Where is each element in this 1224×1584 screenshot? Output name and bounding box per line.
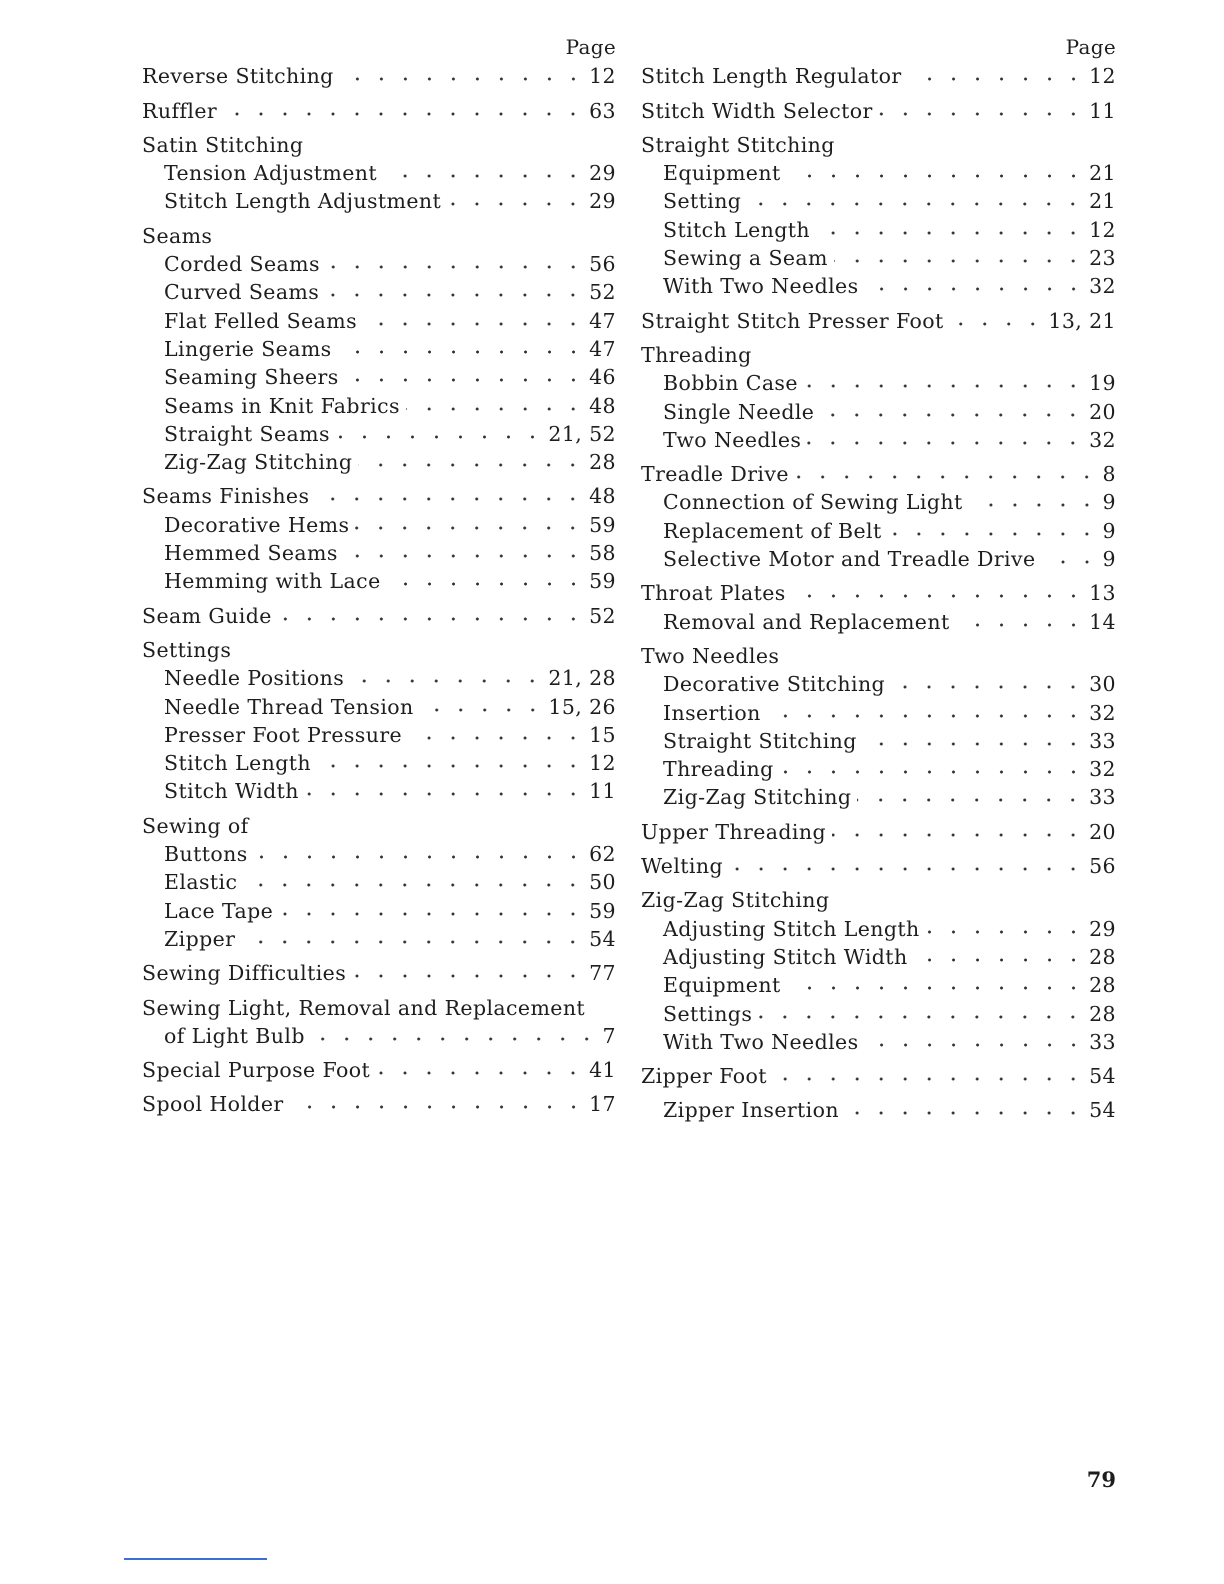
entry-label: Zipper Insertion: [663, 1098, 839, 1123]
entry-label: Lace Tape: [164, 898, 274, 923]
index-entry: [641, 641, 1116, 669]
index-entry: [142, 992, 616, 1020]
entry-page: 54: [1089, 1098, 1116, 1123]
dot-leader: [340, 75, 585, 83]
index-entry: [641, 459, 1116, 487]
index-entry: [142, 810, 616, 838]
entry-label: Equipment: [663, 973, 781, 998]
entry-label: Straight Stitch Presser Foot: [641, 308, 944, 333]
dot-leader: [241, 938, 585, 946]
dot-leader: [747, 200, 1085, 208]
entry-page: 32: [1089, 274, 1116, 299]
entry-label: Stitch Length: [663, 217, 810, 242]
entry-page: 58: [589, 541, 616, 566]
entry-page: 48: [589, 484, 616, 509]
dot-leader: [865, 285, 1086, 293]
dot-leader: [787, 172, 1086, 180]
entry-page: 9: [1102, 490, 1116, 515]
entry-label: Single Needle: [663, 399, 815, 424]
dot-leader: [888, 530, 1099, 538]
entry-label: Hemmed Seams: [164, 541, 338, 566]
entry-label: Selective Motor and Treadle Drive: [663, 547, 1036, 572]
index-entry: [641, 1061, 1116, 1089]
entry-label: Lingerie Seams: [164, 336, 332, 361]
index-subentry: [641, 913, 1116, 941]
entry-label: Flat Felled Seams: [164, 308, 358, 333]
index-subentry: [641, 243, 1116, 271]
entry-page: 48: [589, 393, 616, 418]
dot-leader: [795, 473, 1099, 481]
index-subentry: [142, 720, 616, 748]
index-subentry: [142, 663, 616, 691]
entry-page: 41: [589, 1058, 616, 1083]
dot-leader: [279, 910, 585, 918]
index-subentry: [142, 509, 616, 537]
entry-page: 15, 26: [548, 694, 616, 719]
entry-page: 33: [1089, 728, 1116, 753]
entry-label: Reverse Stitching: [142, 64, 334, 89]
index-entry: [641, 578, 1116, 606]
dot-leader: [845, 1109, 1085, 1117]
entry-page: 9: [1102, 547, 1116, 572]
index-subentry: [641, 396, 1116, 424]
index-subentry: [641, 271, 1116, 299]
entry-page: 63: [589, 98, 616, 123]
entry-label: Zipper: [164, 926, 236, 951]
index-subentry: [641, 186, 1116, 214]
page-column-header: Page: [565, 35, 616, 59]
entry-label: Straight Stitching: [641, 132, 835, 157]
entry-page: 13, 21: [1048, 308, 1116, 333]
entry-page: 28: [589, 450, 616, 475]
entry-label: Satin Stitching: [142, 132, 304, 157]
dot-leader: [243, 881, 585, 889]
index-subentry: [142, 362, 616, 390]
index-entry: [641, 816, 1116, 844]
entry-label: Seaming Sheers: [164, 365, 339, 390]
dot-leader: [383, 172, 585, 180]
entry-page: 11: [589, 779, 616, 804]
entry-page: 77: [589, 961, 616, 986]
page-column-header: Page: [1065, 35, 1116, 59]
entry-label: Decorative Hems: [164, 512, 350, 537]
dot-leader: [834, 257, 1085, 265]
index-subentry: [142, 748, 616, 776]
entry-page: 32: [1089, 700, 1116, 725]
index-subentry: [142, 158, 616, 186]
entry-label: Insertion: [663, 700, 761, 725]
index-subentry: [641, 998, 1116, 1026]
entry-label: Adjusting Stitch Length: [663, 916, 920, 941]
entry-page: 7: [602, 1023, 616, 1048]
index-subentry: [641, 697, 1116, 725]
index-subentry: [142, 334, 616, 362]
index-subentry: [142, 538, 616, 566]
index-subentry: [641, 970, 1116, 998]
index-subentry: [142, 867, 616, 895]
entry-label: Curved Seams: [164, 280, 320, 305]
entry-label: Seam Guide: [142, 603, 272, 628]
index-subentry: [641, 158, 1116, 186]
index-entry: [142, 481, 616, 509]
entry-label: Threading: [663, 757, 774, 782]
entry-page: 20: [1089, 819, 1116, 844]
index-column-right: [641, 33, 1116, 1123]
index-subentry: [641, 1095, 1116, 1123]
entry-page: 21, 52: [548, 421, 616, 446]
dot-leader: [908, 75, 1086, 83]
index-entry: [641, 61, 1116, 89]
dot-leader: [408, 734, 585, 742]
index-entry: [641, 340, 1116, 368]
dot-leader: [305, 790, 585, 798]
dot-leader: [358, 461, 585, 469]
entry-page: 33: [1089, 785, 1116, 810]
entry-page: 12: [589, 64, 616, 89]
entry-label: Zig-Zag Stitching: [164, 450, 353, 475]
entry-label: Presser Foot Pressure: [164, 722, 403, 747]
entry-label: Decorative Stitching: [663, 672, 886, 697]
entry-page: 52: [589, 603, 616, 628]
dot-leader: [315, 495, 585, 503]
index-subentry: [142, 895, 616, 923]
dot-leader: [879, 110, 1085, 118]
index-subentry: [142, 447, 616, 475]
entry-label: Sewing of: [142, 813, 249, 838]
dot-leader: [820, 411, 1085, 419]
entry-label: Settings: [142, 637, 232, 662]
entry-page: 50: [589, 870, 616, 895]
index-subentry: [142, 691, 616, 719]
index-entry: [641, 885, 1116, 913]
entry-label: of Light Bulb: [164, 1023, 305, 1048]
dot-leader: [865, 1041, 1086, 1049]
entry-page: 9: [1102, 518, 1116, 543]
dot-leader: [926, 928, 1085, 936]
entry-label: Welting: [641, 854, 724, 879]
dot-leader: [956, 621, 1086, 629]
entry-page: 15: [589, 722, 616, 747]
entry-label: Adjusting Stitch Width: [663, 944, 908, 969]
entry-label: Treadle Drive: [641, 462, 789, 487]
index-subentry: [641, 754, 1116, 782]
entry-label: Settings: [663, 1001, 753, 1026]
index-subentry: [641, 782, 1116, 810]
dot-leader: [336, 433, 544, 441]
entry-label: Ruffler: [142, 98, 218, 123]
dot-leader: [376, 1069, 585, 1077]
index-subentry: [142, 566, 616, 594]
dot-leader: [447, 200, 585, 208]
index-subentry: [142, 277, 616, 305]
bottom-rule: [124, 1558, 267, 1560]
index-entry: [641, 851, 1116, 879]
index-entry: [142, 1055, 616, 1083]
entry-page: 46: [589, 365, 616, 390]
entry-page: 59: [589, 512, 616, 537]
dot-leader: [767, 712, 1085, 720]
entry-page: 47: [589, 336, 616, 361]
index-subentry: [641, 669, 1116, 697]
entry-page: 21, 28: [548, 666, 616, 691]
entry-page: 14: [1089, 609, 1116, 634]
entry-page: 23: [1089, 246, 1116, 271]
entry-label: Setting: [663, 189, 742, 214]
dot-leader: [223, 110, 585, 118]
entry-label: Connection of Sewing Light: [663, 490, 963, 515]
dot-leader: [729, 865, 1085, 873]
dot-leader: [857, 796, 1085, 804]
dot-leader: [344, 552, 585, 560]
entry-page: 17: [589, 1092, 616, 1117]
entry-label: Stitch Width Selector: [641, 98, 873, 123]
dot-leader: [352, 972, 585, 980]
dot-leader: [1042, 558, 1099, 566]
index-entry: [142, 130, 616, 158]
entry-page: 13: [1089, 581, 1116, 606]
dot-leader: [832, 831, 1085, 839]
index-subentry: [142, 419, 616, 447]
dot-leader: [816, 229, 1085, 237]
dot-leader: [406, 405, 585, 413]
entry-page: 12: [1089, 217, 1116, 242]
dot-leader: [325, 291, 585, 299]
dot-leader: [773, 1075, 1085, 1083]
entry-page: 56: [1089, 854, 1116, 879]
entry-label: Needle Positions: [164, 666, 345, 691]
index-entries: [142, 61, 616, 1117]
entry-page: 59: [589, 569, 616, 594]
entry-label: Seams: [142, 223, 213, 248]
entry-label: Seams Finishes: [142, 484, 310, 509]
entry-page: 28: [1089, 973, 1116, 998]
entry-page: 29: [1089, 916, 1116, 941]
entry-label: Needle Thread Tension: [164, 694, 414, 719]
entry-label: With Two Needles: [663, 274, 859, 299]
dot-leader: [317, 762, 585, 770]
dot-leader: [792, 592, 1085, 600]
dot-leader: [345, 376, 585, 384]
entry-label: Corded Seams: [164, 252, 320, 277]
dot-leader: [311, 1035, 599, 1043]
entry-label: Special Purpose Foot: [142, 1058, 371, 1083]
entry-page: 8: [1102, 462, 1116, 487]
index-subentry: [142, 839, 616, 867]
dot-leader: [863, 740, 1085, 748]
dot-leader: [290, 1103, 586, 1111]
index-subentry: [641, 368, 1116, 396]
entry-page: 12: [1089, 64, 1116, 89]
index-entry: [641, 130, 1116, 158]
index-subentry: [142, 305, 616, 333]
entry-label: Elastic: [164, 870, 238, 895]
index-subentry: [641, 425, 1116, 453]
entry-label: Removal and Replacement: [663, 609, 950, 634]
dot-leader: [807, 439, 1085, 447]
entry-label: Spool Holder: [142, 1092, 284, 1117]
dot-leader: [420, 706, 545, 714]
entry-label: With Two Needles: [663, 1029, 859, 1054]
entry-page: 62: [589, 842, 616, 867]
index-entry: [641, 305, 1116, 333]
page-number: 79: [1086, 1467, 1116, 1492]
entry-page: 32: [1089, 757, 1116, 782]
entry-label: Two Needles: [641, 643, 780, 668]
entry-page: 56: [589, 252, 616, 277]
index-subentry: [641, 1027, 1116, 1055]
entry-label: Equipment: [663, 161, 781, 186]
index-entries: [641, 61, 1116, 1123]
entry-page: 20: [1089, 399, 1116, 424]
dot-leader: [278, 615, 585, 623]
index-subentry: [641, 726, 1116, 754]
entry-page: 21: [1089, 189, 1116, 214]
dot-leader: [338, 348, 586, 356]
entry-page: 52: [589, 280, 616, 305]
entry-label: Threading: [641, 342, 752, 367]
index-entry: [142, 635, 616, 663]
index-entry: [142, 95, 616, 123]
index-subentry: [641, 515, 1116, 543]
entry-page: 12: [589, 751, 616, 776]
dot-leader: [969, 501, 1099, 509]
entry-page: 29: [589, 189, 616, 214]
entry-label: Tension Adjustment: [164, 161, 378, 186]
entry-label: Zig-Zag Stitching: [641, 888, 830, 913]
dot-leader: [758, 1013, 1085, 1021]
index-subentry: [641, 942, 1116, 970]
index-entry: [142, 61, 616, 89]
entry-label: Straight Seams: [164, 421, 330, 446]
entry-label: Buttons: [164, 842, 248, 867]
index-subentry: [142, 924, 616, 952]
index-entry: [142, 1089, 616, 1117]
entry-label: Hemming with Lace: [164, 569, 381, 594]
entry-label: Upper Threading: [641, 819, 827, 844]
entry-page: 21: [1089, 161, 1116, 186]
entry-label: Zipper Foot: [641, 1064, 767, 1089]
dot-leader: [787, 984, 1086, 992]
entry-page: 47: [589, 308, 616, 333]
entry-page: 28: [1089, 1001, 1116, 1026]
entry-label: Seams in Knit Fabrics: [164, 393, 400, 418]
dot-leader: [355, 524, 585, 532]
entry-label: Stitch Length: [164, 751, 311, 776]
entry-page: 19: [1089, 371, 1116, 396]
entry-label: Bobbin Case: [663, 371, 798, 396]
index-subentry: [641, 606, 1116, 634]
entry-page: 29: [589, 161, 616, 186]
entry-label: Stitch Length Regulator: [641, 64, 902, 89]
dot-leader: [950, 320, 1045, 328]
dot-leader: [350, 677, 544, 685]
index-entry: [641, 95, 1116, 123]
entry-page: 28: [1089, 944, 1116, 969]
entry-page: 54: [1089, 1064, 1116, 1089]
index-subentry: [142, 186, 616, 214]
index-entry: [142, 958, 616, 986]
dot-leader: [254, 853, 586, 861]
dot-leader: [780, 768, 1085, 776]
entry-label: Zig-Zag Stitching: [663, 785, 852, 810]
entry-label: Throat Plates: [641, 581, 786, 606]
dot-leader: [387, 580, 586, 588]
entry-page: 59: [589, 898, 616, 923]
entry-label: Straight Stitching: [663, 728, 857, 753]
index-subentry: [142, 1021, 616, 1049]
index-subentry: [641, 487, 1116, 515]
index-entry: [142, 220, 616, 248]
index-entry: [142, 600, 616, 628]
index-column-left: [142, 33, 616, 1117]
entry-page: 54: [589, 926, 616, 951]
dot-leader: [363, 320, 585, 328]
index-subentry: [641, 544, 1116, 572]
entry-label: Sewing Light, Removal and Replacement: [142, 995, 586, 1020]
dot-leader: [914, 956, 1086, 964]
entry-label: Sewing Difficulties: [142, 961, 347, 986]
dot-leader: [804, 382, 1085, 390]
entry-label: Two Needles: [663, 427, 802, 452]
dot-leader: [326, 263, 585, 271]
entry-page: 11: [1089, 98, 1116, 123]
index-subentry: [641, 214, 1116, 242]
index-subentry: [142, 776, 616, 804]
index-subentry: [142, 390, 616, 418]
entry-page: 30: [1089, 672, 1116, 697]
entry-label: Sewing a Seam: [663, 246, 828, 271]
dot-leader: [891, 683, 1085, 691]
entry-page: 33: [1089, 1029, 1116, 1054]
entry-label: Replacement of Belt: [663, 518, 882, 543]
entry-label: Stitch Width: [164, 779, 299, 804]
entry-page: 32: [1089, 427, 1116, 452]
index-subentry: [142, 249, 616, 277]
entry-label: Stitch Length Adjustment: [164, 189, 442, 214]
